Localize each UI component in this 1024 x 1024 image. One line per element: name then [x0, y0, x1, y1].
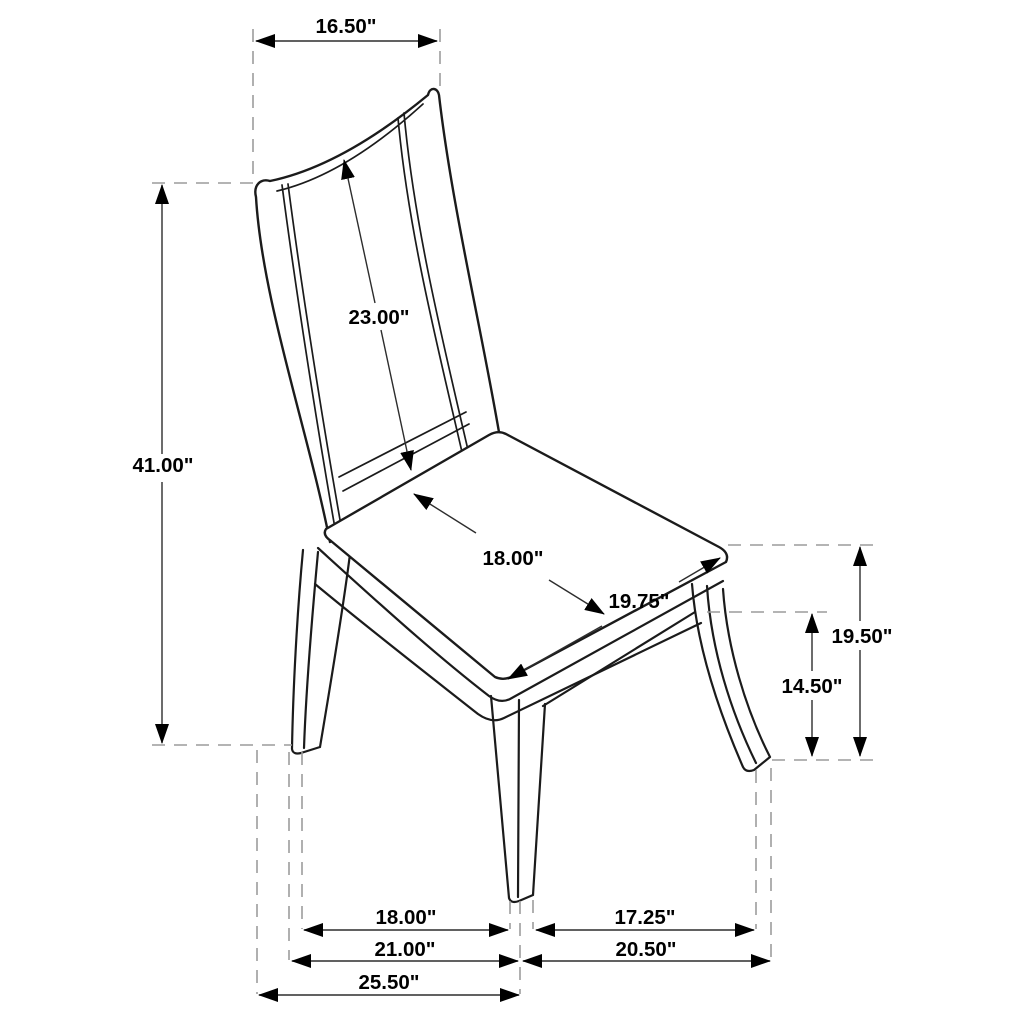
label-seat-width: 19.75"	[608, 590, 670, 613]
label-seat-height: 19.50"	[831, 625, 893, 648]
label-leg-stance-depth-inner: 18.00"	[375, 906, 437, 929]
label-overall-height: 41.00"	[132, 454, 194, 477]
label-seat-depth: 18.00"	[482, 547, 544, 570]
chair-drawing	[255, 89, 770, 902]
label-seat-frame-height: 14.50"	[781, 675, 843, 698]
label-back-top-width: 16.50"	[315, 15, 377, 38]
label-leg-stance-width-inner: 17.25"	[614, 906, 676, 929]
label-leg-stance-depth: 21.00"	[374, 938, 436, 961]
label-backrest-height: 23.00"	[348, 306, 410, 329]
label-overall-depth: 25.50"	[358, 971, 420, 994]
label-leg-stance-width: 20.50"	[615, 938, 677, 961]
